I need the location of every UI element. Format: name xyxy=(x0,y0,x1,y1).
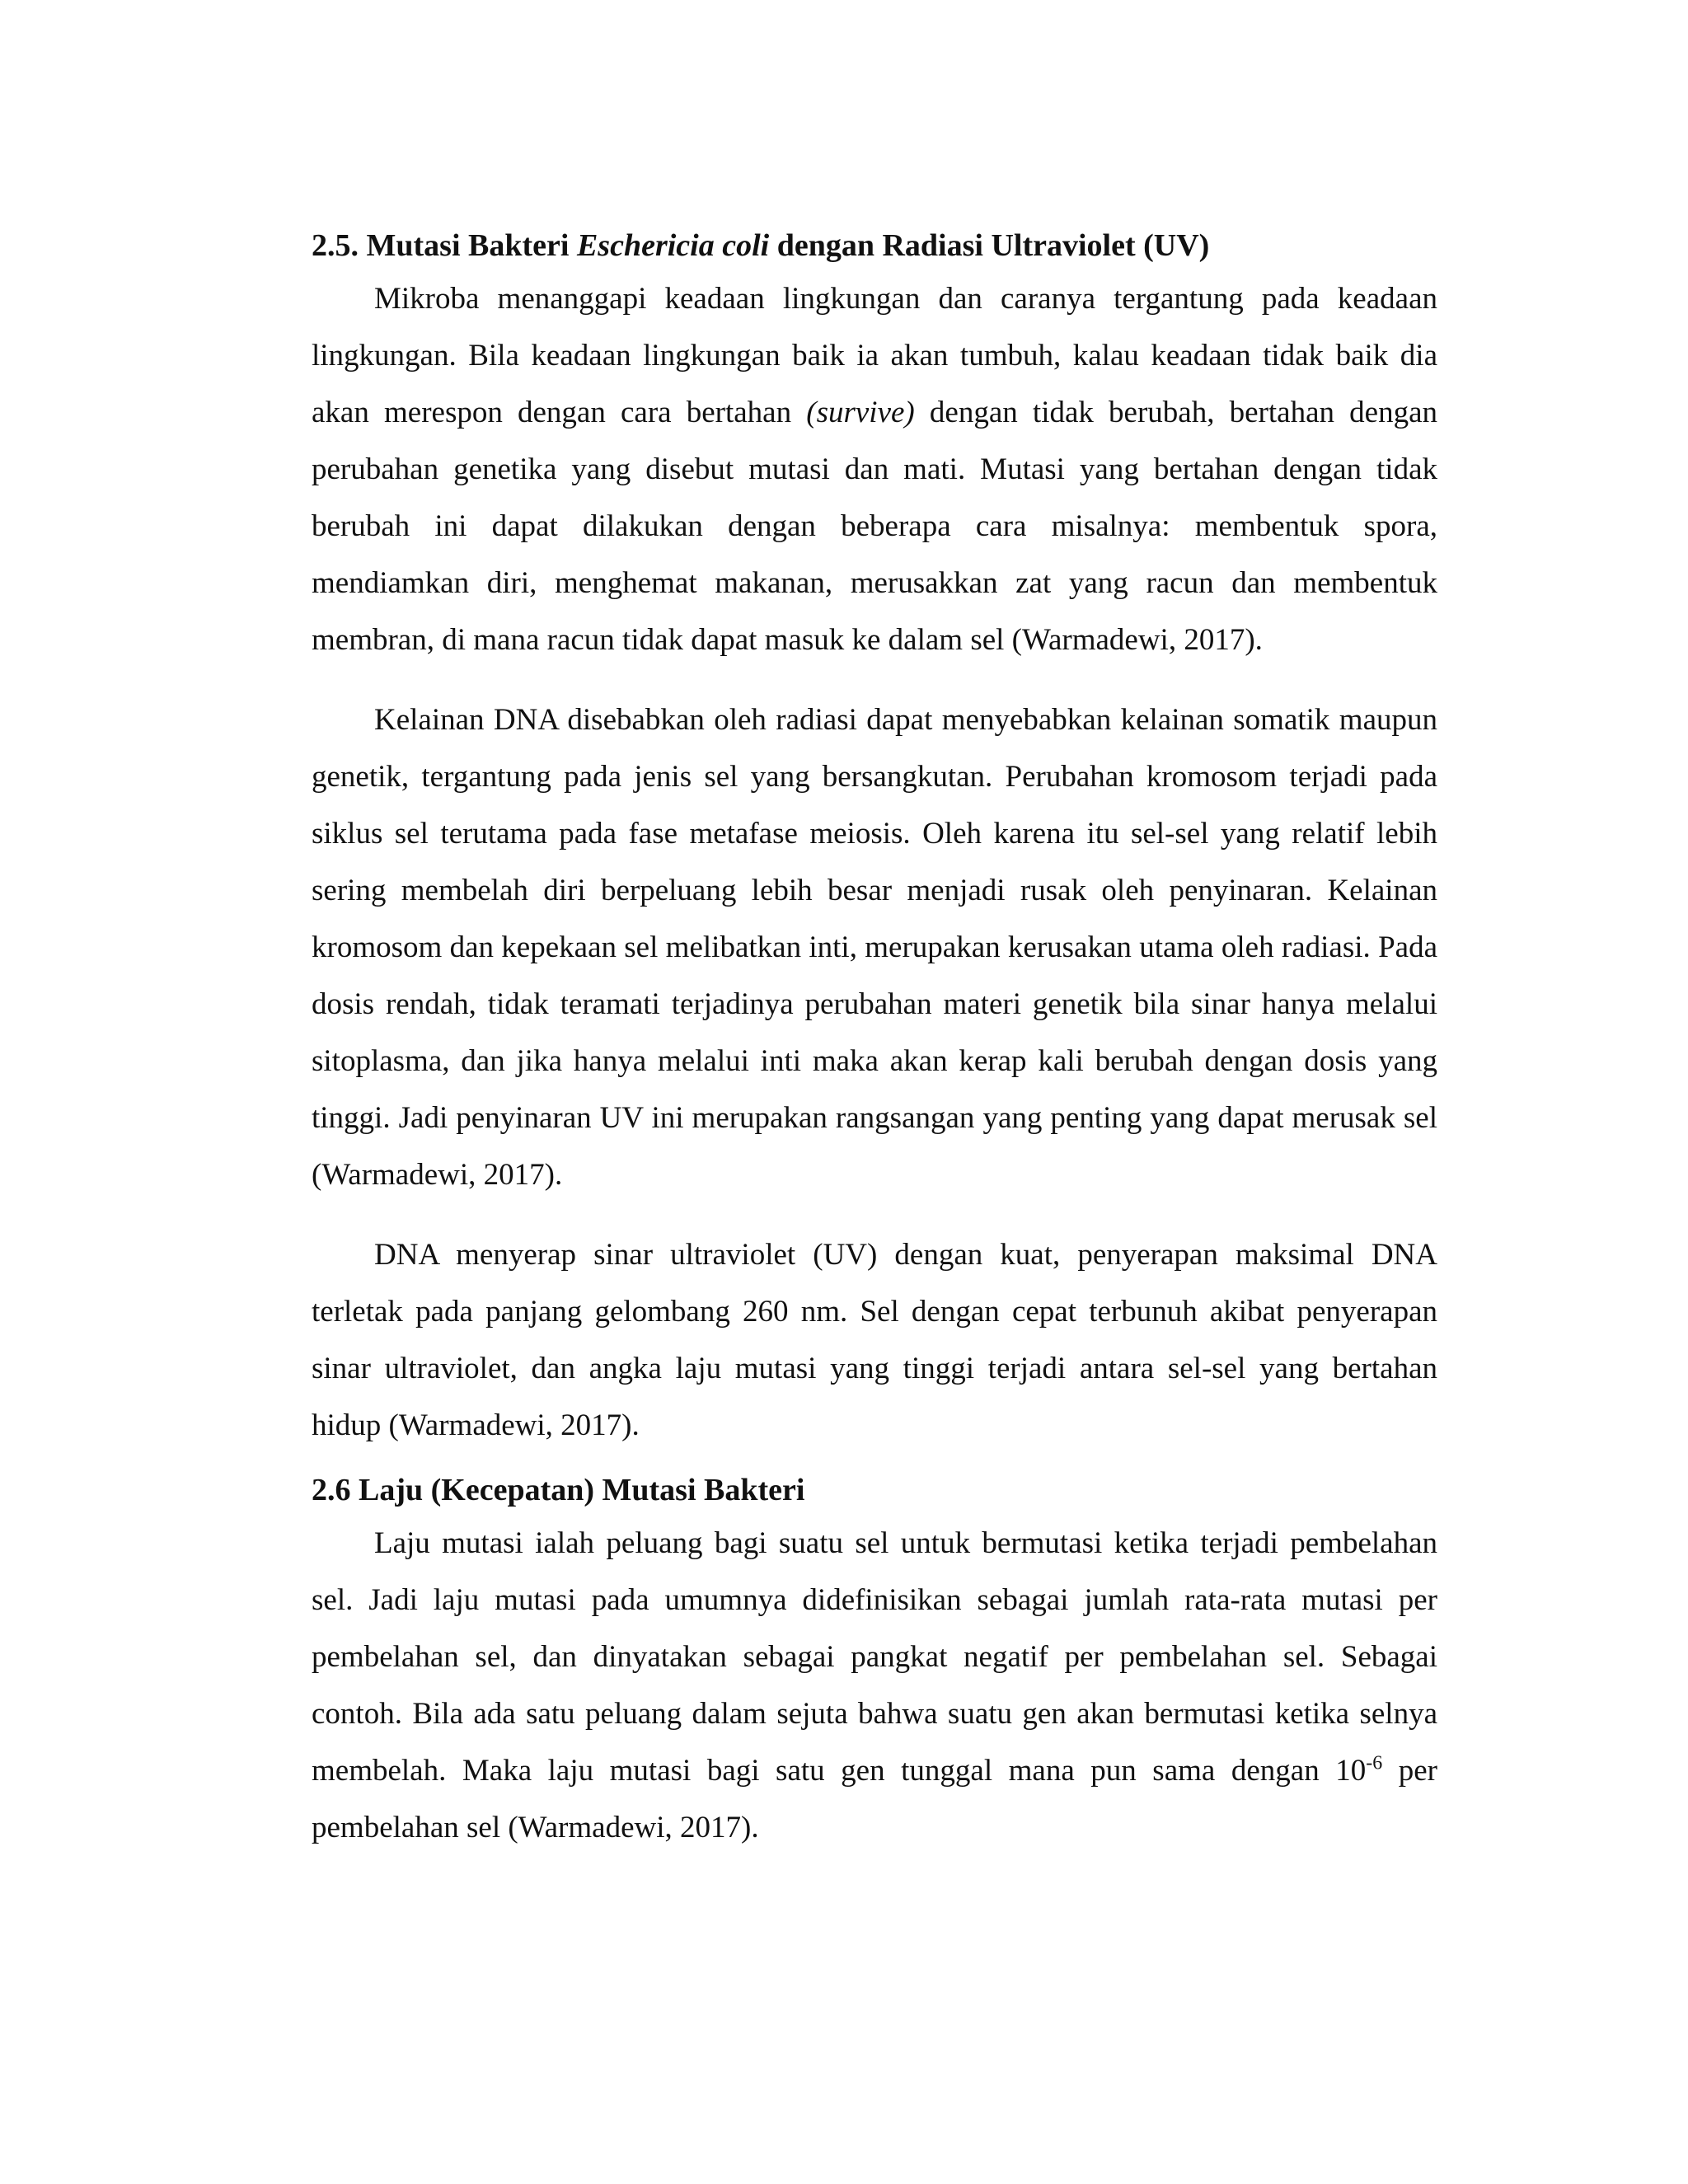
section-2-6-text-b: per pembelahan sel (Warmadewi, 2017). xyxy=(312,1754,1437,1844)
section-2-5-paragraph-3: DNA menyerap sinar ultraviolet (UV) dengan kuat, penyerapan maksimal DNA terletak pada panjang gelombang 260 nm. Sel dengan cepat terbunuh akibat penyerapan sinar ultraviolet, dan angka laju mutasi yang tinggi terjadi antara sel-sel yang bertahan hidup (Warmadewi, 2017). xyxy=(312,1238,1437,1442)
paragraph-1-text-b: dengan tidak berubah, bertahan dengan perubahan genetika yang disebut mutasi dan mati. Mutasi yang bertahan dengan tidak berubah ini dapat dilakukan dengan beberapa cara misalnya: membentuk spora, mendiamkan diri, menghemat makanan, merusakkan zat yang racun dan membentuk membran, di mana racun tidak dapat masuk ke dalam sel (Warmadewi, 2017). xyxy=(312,396,1437,657)
paragraph-spacer xyxy=(312,1454,1437,1465)
paragraph-1-text-a: Mikroba menanggapi keadaan lingkungan dan caranya tergantung pada keadaan lingkungan. Bila keadaan lingkungan baik ia akan tumbuh, kalau keadaan tidak baik dia akan merespon dengan cara bertahan xyxy=(312,282,1437,429)
document-page xyxy=(312,221,1437,1856)
section-2-6-paragraph-1 xyxy=(312,1515,1437,1856)
exponent: -6 xyxy=(1366,1752,1383,1774)
section-2-5-heading xyxy=(312,221,1437,270)
section-2-5-heading-suffix: dengan Radiasi Ultraviolet (UV) xyxy=(776,228,1210,263)
section-2-5-heading-species: Eschericia coli xyxy=(576,228,770,263)
paragraph-1-italic-term: (survive) xyxy=(806,396,915,429)
section-2-5-heading-prefix: 2.5. Mutasi Bakteri xyxy=(312,228,570,263)
section-2-6-heading: 2.6 Laju (Kecepatan) Mutasi Bakteri xyxy=(312,1473,805,1507)
section-2-5-paragraph-1 xyxy=(312,270,1437,668)
section-2-5-paragraph-2: Kelainan DNA disebabkan oleh radiasi dapat menyebabkan kelainan somatik maupun genetik, tergantung pada jenis sel yang bersangkutan. Perubahan kromosom terjadi pada siklus sel terutama pada fase metafase meiosis. Oleh karena itu sel-sel yang relatif lebih sering membelah diri berpeluang lebih besar menjadi rusak oleh penyinaran. Kelainan kromosom dan kepekaan sel melibatkan inti, merupakan kerusakan utama oleh radiasi. Pada dosis rendah, tidak teramati terjadinya perubahan materi genetik bila sinar hanya melalui sitoplasma, dan jika hanya melalui inti maka akan kerap kali berubah dengan dosis yang tinggi. Jadi penyinaran UV ini merupakan rangsangan yang penting yang dapat merusak sel (Warmadewi, 2017). xyxy=(312,703,1437,1192)
paragraph-spacer xyxy=(312,1203,1437,1226)
paragraph-spacer xyxy=(312,668,1437,691)
section-2-6-text-a: Laju mutasi ialah peluang bagi suatu sel untuk bermutasi ketika terjadi pembelahan sel. Jadi laju mutasi pada umumnya didefinisikan sebagai jumlah rata-rata mutasi per pembelahan sel, dan dinyatakan sebagai pangkat negatif per pembelahan sel. Sebagai contoh. Bila ada satu peluang dalam sejuta bahwa suatu gen akan bermutasi ketika selnya membelah. Maka laju mutasi bagi satu gen tunggal mana pun sama dengan 10 xyxy=(312,1526,1437,1788)
